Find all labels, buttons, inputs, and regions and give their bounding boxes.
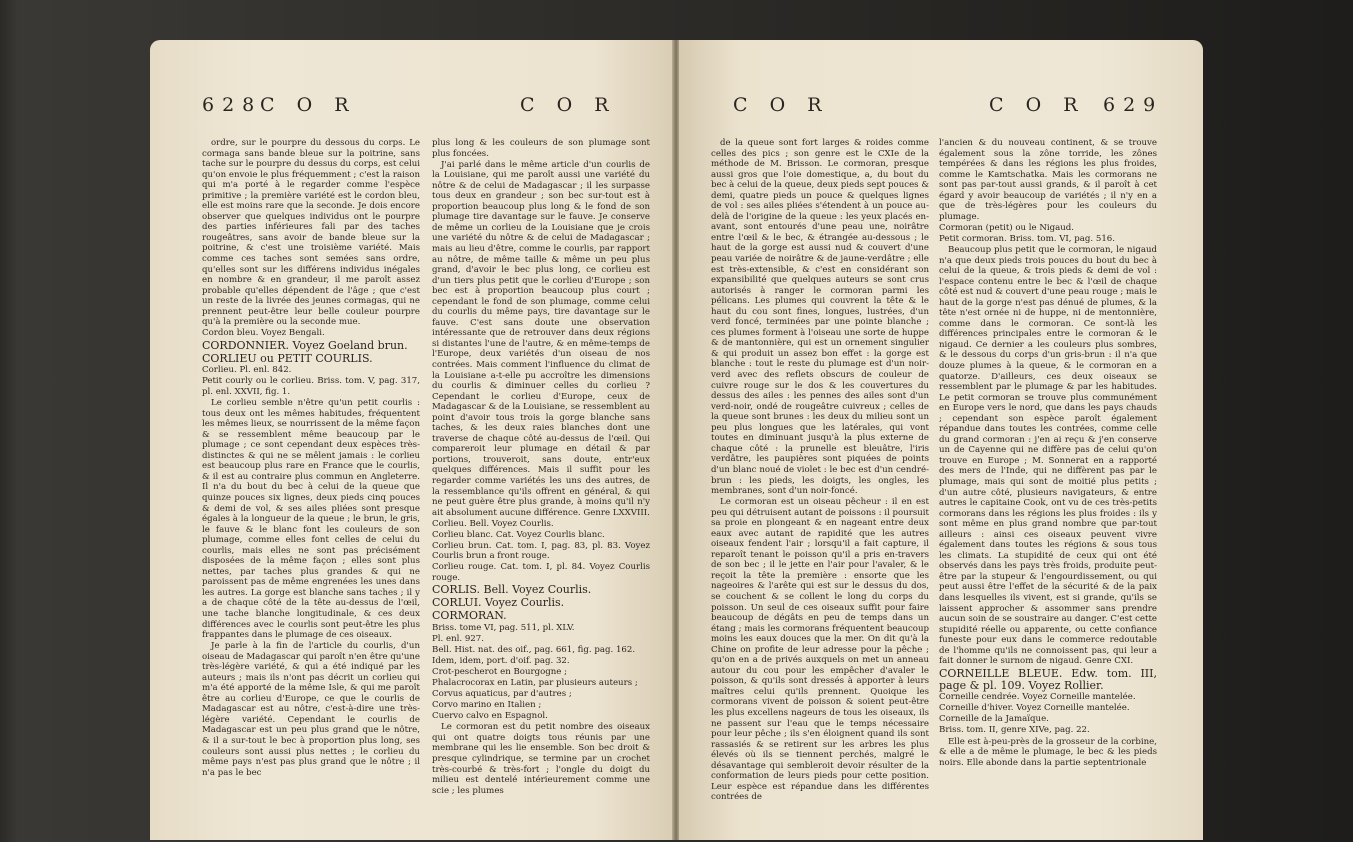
running-head-left: C O R [733, 94, 830, 116]
text-paragraph: Corvus aquaticus, par d'autres ; [432, 689, 572, 700]
text-paragraph: Petit courly ou le corlieu. Briss. tom. V, pag. 317, pl. enl. XXVII, fig. 1. [202, 376, 420, 397]
text-paragraph: CORNEILLE BLEUE. Edw. tom. III, page & pl. 109. Voyez Rollier. [939, 666, 1157, 692]
text-paragraph: Pl. enl. 927. [432, 634, 484, 645]
text-paragraph: Le corlieu semble n'être qu'un petit courlis : tous deux ont les mêmes habitudes, fréquentent les mêmes lieux, se nourrissent de la même façon & se ressemblent même beaucoup par le plumage ; ce sont cependant deux espèces très-distinctes & qui ne se mêlent jamais : le corlieu est beaucoup plus rare en France que le courlis, & il est au contraire plus commun en Angleterre. Il n'a du bout du bec à celui de la queue que quinze pouces six lignes, deux pieds cinq pouces & demi de vol, & ses ailes pliées sont presque égales à la longueur de la queue ; le brun, le gris, le fauve & le blanc font les couleurs de son plumage, comme elles font celles de celui du courlis, mais elles ne sont pas précisément disposées de la même façon ; elles sont plus nettes, par taches plus grandes & qui ne paroissent pas de même engrenées les unes dans les autres. La gorge est blanche sans taches ; il y a de chaque côté de la tête au-dessus de l'œil, une tache blanche longitudinale, & ces deux différences avec le courlis sont peut-être les plus frappantes dans le plumage de ces oiseaux. [202, 398, 420, 641]
page-number: 628 [202, 94, 263, 116]
text-paragraph: ordre, sur le pourpre du dessous du corps. Le cormaga sans bande bleue sur la poitrine, sans tache sur le pourpre du dessus du corps, est celui qu'on envoie le plus fréquemment ; c'est la raison qui m'a porté à le regarder comme l'espèce primitive ; la première variété est le cordon bleu, elle est moins rare que la seconde. Je dois encore observer que quelques individus ont le pourpre des parties inférieures fali par des taches rougeâtres, sans avoir de bande bleue sur la poitrine, & c'est une troisième variété. Mais comme ces taches sont semées sans ordre, qu'elles sont sur les différens individus inégales en nombre & en grandeur, il me paroît assez probable qu'elles dépendent de l'âge ; que c'est un reste de la livrée des jeunes cormagas, qui ne prennent peut-être leur belle couleur pourpre qu'à la première ou la seconde mue. [202, 138, 420, 328]
text-paragraph: Corlieu brun. Cat. tom. I, pag. 83, pl. 83. Voyez Courlis brun a front rouge. [432, 540, 650, 562]
left-page-column-1 [202, 138, 420, 840]
text-paragraph: CORMORAN. [432, 609, 507, 623]
text-paragraph: Briss. tom. II, genre XIVe, pag. 22. [939, 725, 1090, 736]
text-paragraph: Briss. tome VI, pag. 511, pl. XLV. [432, 622, 575, 633]
right-page-header [679, 86, 1203, 126]
running-head-right: C O R [520, 94, 617, 116]
text-paragraph: Idem, idem, port. d'oif. pag. 32. [432, 656, 570, 667]
text-paragraph: Phalacrocorax en Latin, par plusieurs auteurs ; [432, 678, 638, 689]
text-paragraph: Je parle à la fin de l'article du courlis, d'un oiseau de Madagascar qui paroît n'en être qu'une très-légère variété, & qui a été indiqué par les auteurs ; mais ils n'ont pas décrit un corlieu qui m'a été apporté de la même Isle, & qui me paroît être au corlieu d'Europe, ce que le courlis de Madagascar est au nôtre, c'est-à-dire une très-légère variété. Cependant le courlis de Madagascar est un peu plus grand que le nôtre, & il a sur-tout le bec à proportion plus long, ses couleurs sont aussi plus nettes ; le corlieu du même pays n'est pas plus grand que le nôtre ; il n'a pas le bec [202, 641, 420, 778]
text-paragraph: Corlieu. Bell. Voyez Courlis. [432, 518, 554, 529]
text-paragraph: Petit cormoran. Briss. tom. VI, pag. 516. [939, 233, 1115, 244]
left-page [150, 40, 673, 840]
text-paragraph: Corlieu blanc. Cat. Voyez Courlis blanc. [432, 529, 605, 540]
text-paragraph: Corneille de la Jamaïque. [939, 714, 1049, 725]
text-paragraph: Cormoran (petit) ou le Nigaud. [939, 222, 1075, 233]
text-paragraph: Bell. Hist. nat. des oif., pag. 661, fig. pag. 162. [432, 645, 636, 656]
running-head-left: C O R [260, 94, 357, 116]
text-paragraph: Le cormoran est un oiseau pêcheur : il en est peu qui détruisent autant de poissons : il poursuit sa proie en plongeant & en nageant entre deux eaux avec autant de rapidité que les autres oiseaux fendent l'air ; lorsqu'il a fait capture, il reparoît tenant le poisson qu'il a pris en-travers de son bec ; il le jette en l'air pour l'avaler, & le reçoit la tête la première : ensorte que les nageoires & l'arête qui est sur le dessus du dos, se couchent & se collent le long du corps du poisson. Un seul de ces oiseaux suffit pour faire beaucoup de dégâts en peu de temps dans un étang ; mais les cormorans fréquentent beaucoup moins les eaux douces que la mer. On dit qu'à la Chine on profite de leur adresse pour la pêche ; qu'on en a de privés auxquels on met un anneau autour du cou pour les empêcher d'avaler le poisson, & qu'ils sont dressés à apporter à leurs maîtres celui qu'ils prennent. Quoique les cormorans vivent de poisson & soient peut-être les plus excellens nageurs de tous les oiseaux, ils ne passent sur l'eau que le temps nécessaire pour leur pêche ; ils s'en éloignent quand ils sont rassasiés & se retirent sur les arbres les plus élevés où ils se tiennent perchés, malgré le désavantage qui sembleroit devoir résulter de la conformation de leurs pieds pour cette position. Leur espèce est répandue dans les différentes contrées de [711, 497, 929, 803]
text-paragraph: Beaucoup plus petit que le cormoran, le nigaud n'a que deux pieds trois pouces du bout du bec à celui de la queue, & trois pieds & demi de vol : l'espace contenu entre le bec & l'œil de chaque côté est nud & couvert d'une peau rouge ; mais le haut de la gorge n'est pas dénué de plumes, & la tête n'est ornée ni de huppe, ni de mentonnière, comme dans le cormoran. Ce sont-là les différences principales entre le cormoran & le nigaud. Ce dernier a les couleurs plus sombres, & le dessous du corps d'un gris-brun : il n'a que douze plumes à la queue, & le cormoran en a quatorze. D'ailleurs, ces deux oiseaux se ressemblent par le plumage & par les habitudes. Le petit cormoran se trouve plus communément en Europe vers le nord, que dans les pays chauds ; cependant son espèce paroît également répandue dans toutes les contrées, comme celle du grand cormoran : j'en ai reçu & j'en conserve un de Cayenne qui ne diffère pas de celui qu'on trouve en Europe ; M. Sonnerat en a rapporté des mers de l'Inde, qui ne diffèrent pas par le plumage, mais qui sont de moitié plus petits ; d'un autre côté, plusieurs navigateurs, & entre autres le capitaine Cook, ont vu de ces très-petits cormorans dans les régions les plus froides : ils y sont même en plus grand nombre que par-tout ailleurs : ainsi ces oiseaux peuvent vivre également dans toutes les régions & sous tous les climats. La stupidité de ceux qui ont été observés dans les pays très froids, produite peut-être par la stupeur & l'engourdissement, ou qui peut aussi être l'effet de la sécurité & de la paix dans lesquelles ils vivent, est si grande, qu'ils se laissent approcher & assommer sans prendre aucun soin de se soustraire au danger. C'est cette stupidité réelle ou apparente, ou cette confiance funeste pour eux dans le commerce redoutable de l'homme qu'ils ne connoissent pas, qui leur a fait donner le surnom de nigaud. Genre CXI. [939, 244, 1157, 667]
text-paragraph: Corneille cendrée. Voyez Corneille mantelée. [939, 692, 1136, 703]
running-head-right: C O R [989, 94, 1086, 116]
text-paragraph: Crot-pescherot en Bourgogne ; [432, 667, 568, 678]
text-paragraph: CORLIEU ou PETIT COURLIS. [202, 351, 373, 365]
text-paragraph: plus long & les couleurs de son plumage sont plus foncées. [432, 138, 650, 159]
text-paragraph: Le cormoran est du petit nombre des oiseaux qui ont quatre doigts tous réunis par une membrane qui les lie ensemble. Son bec droit & presque cylindrique, se termine par un crochet très-courbé & très-fort ; l'ongle du doigt du milieu est dentelé intérieurement comme une scie ; les plumes [432, 722, 650, 796]
right-page-column-1 [711, 138, 929, 840]
text-paragraph: Corlieu. Pl. enl. 842. [202, 365, 292, 376]
left-page-column-2 [432, 138, 650, 840]
right-page-column-2 [939, 138, 1157, 840]
text-paragraph: J'ai parlé dans le même article d'un courlis de la Louisiane, qui me paroît aussi une variété du nôtre & de celui de Madagascar ; il les surpasse tous deux en grandeur ; son bec sur-tout est à proportion beaucoup plus long & le fond de son plumage tire davantage sur le fauve. Je conserve de même un corlieu de la Louisiane que je crois une variété du nôtre & de celui de Madagascar ; mais au lieu d'être, comme le courlis, par rapport au nôtre, de même taille & même un peu plus grand, d'avoir le bec plus long, ce corlieu est d'un tiers plus petit que le corlieu d'Europe ; son bec est à proportion beaucoup plus court ; cependant le fond de son plumage, comme celui du courlis du même pays, tire davantage sur le fauve. C'est sans doute une observation intéressante que de retrouver dans deux régions si distantes l'une de l'autre, & en même-temps de l'Europe, deux variétés d'un oiseau de nos contrées. Mais comment l'influence du climat de la Louisiane a-t-elle pu accroître les dimensions du courlis & diminuer celles du corlieu ? Cependant le corlieu d'Europe, ceux de Madagascar & de la Louisiane, se ressemblent au point d'avoir tous trois la gorge blanche sans taches, & les deux raies blanches dont une traverse de chaque côté au-dessus de l'œil. Qui compareroit leur plumage en détail & par portions, trouveroit, sans doute, entr'eux quelques différences. Mais il suffit pour les regarder comme variétés les uns des autres, de la ressemblance qu'ils offrent en général, & qui ne peut guère être plus grande, à moins qu'il n'y ait absolument aucune différence. Genre LXXVIII. [432, 159, 650, 518]
text-paragraph: de la queue sont fort larges & roides comme celles des pics ; son genre est le CXIe de la méthode de M. Brisson. Le cormoran, presque aussi gros que l'oie domestique, a, du bout du bec à celui de la queue, deux pieds sept pouces & demi, quatre pieds un pouce & quelques lignes de vol : ses ailes pliées s'étendent à un pouce au-delà de l'origine de la queue : les yeux placés en-avant, sont entourés d'une peau une, noirâtre entre l'œil & le bec, & étrangée au-dessous ; le haut de la gorge est aussi nud & couvert d'une peau variée de noirâtre & de jaune-verdâtre ; elle est très-extensible, & c'est en considérant son expansibilité que quelques auteurs se sont crus autorisés à ranger le cormoran parmi les pélicans. Les plumes qui couvrent la tête & le haut du cou sont fines, longues, lustrées, d'un verd foncé, terminées par une pointe blanche ; ces plumes forment à l'oiseau une sorte de huppe & de mantonnière, qui est un ornement singulier & qui produit un assez bon effet : la gorge est blanche : tout le reste du plumage est d'un noir-verd avec des reflets obscurs de couleur de cuivre rouge sur le dos & les couvertures du dessus des ailes : les pennes des ailes sont d'un verd-noir, ondé de rougeâtre cuivreux ; celles de la queue sont brunes : les deux du milieu sont un peu plus longues que les latérales, qui vont toutes en diminuant jusqu'à la plus externe de chaque côté : la prunelle est bleuâtre, l'iris verdâtre, les paupières sont piquées de points d'un blanc noué de violet : le bec est d'un cendré-brun : les pieds, les doigts, les ongles, les membranes, sont d'un noir-foncé. [711, 138, 929, 497]
right-page [679, 40, 1203, 840]
text-paragraph: l'ancien & du nouveau continent, & se trouve également sous la zône torride, les zônes tempérées & dans les régions les plus froides, comme le Kamtschatka. Mais les cormorans ne sont pas par-tout aussi grands, & il paroît à cet égard y avoir beaucoup de variétés ; il n'y en a que de très-légères pour les couleurs du plumage. [939, 138, 1157, 222]
text-paragraph: CORDONNIER. Voyez Goeland brun. [202, 338, 408, 352]
text-paragraph: Cuervo calvo en Espagnol. [432, 711, 548, 722]
text-paragraph: Corneille d'hiver. Voyez Corneille mantelée. [939, 703, 1130, 714]
left-page-header [150, 86, 673, 126]
text-paragraph: CORLIS. Bell. Voyez Courlis. [432, 583, 592, 597]
text-paragraph: Corvo marino en Italien ; [432, 700, 542, 711]
text-paragraph: Corlieu rouge. Cat. tom. I, pl. 84. Voyez Courlis rouge. [432, 562, 650, 583]
text-paragraph: Cordon bleu. Voyez Bengali. [202, 328, 325, 339]
text-paragraph: CORLUI. Voyez Courlis. [432, 596, 565, 610]
text-paragraph: Elle est à-peu-près de la grosseur de la corbine, & elle a de même le plumage, le bec & les pieds noirs. Elle abonde dans la partie septentrionale [939, 736, 1157, 768]
page-number: 629 [1103, 94, 1164, 116]
